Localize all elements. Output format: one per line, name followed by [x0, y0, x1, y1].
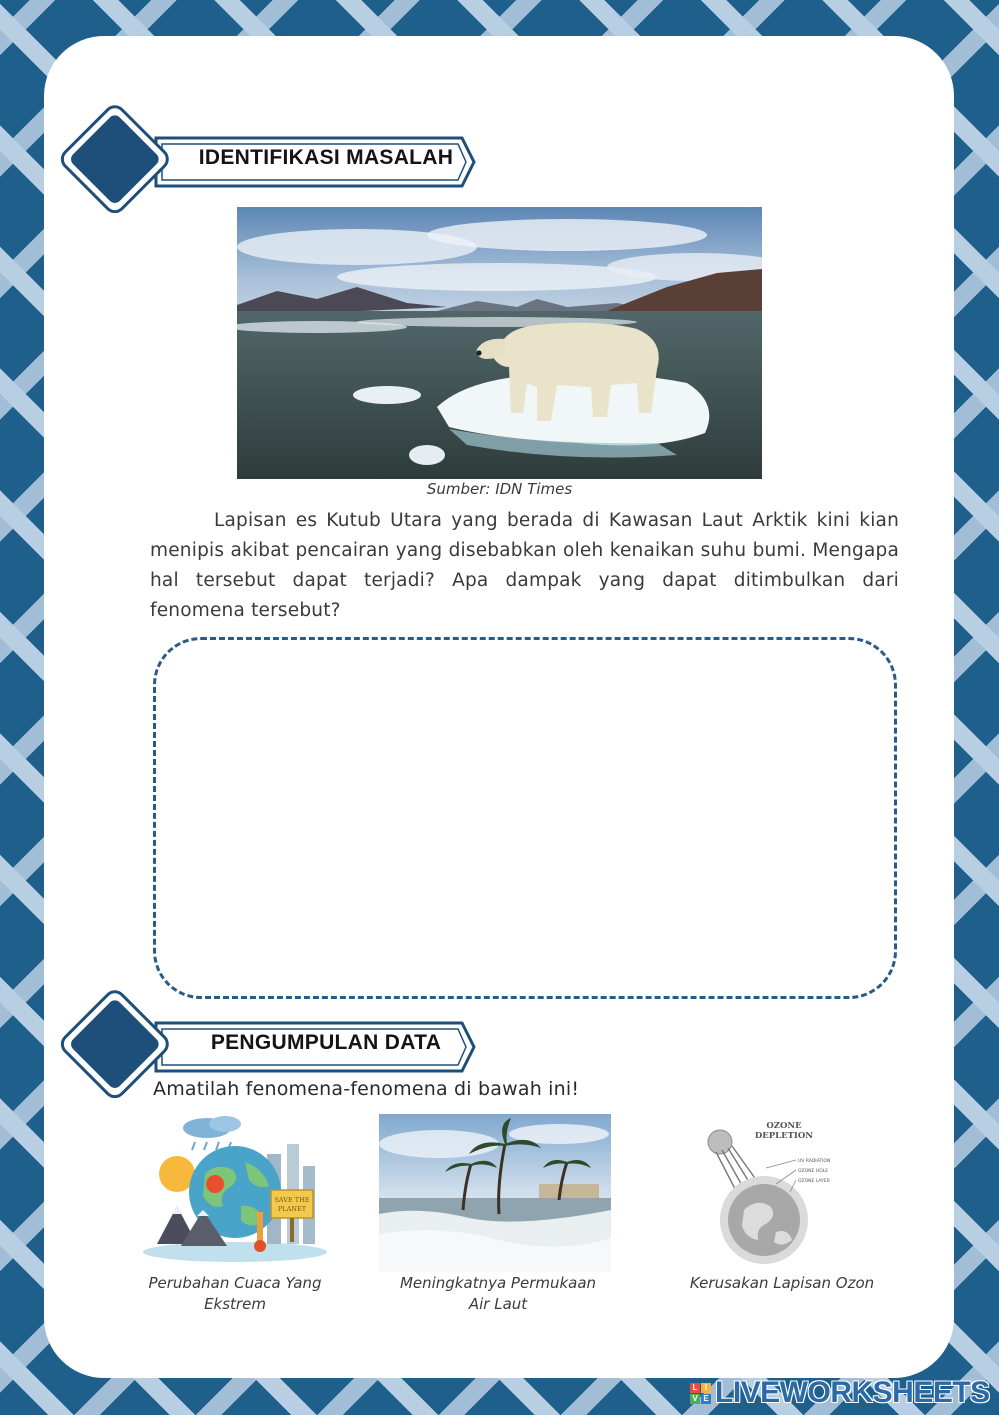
- ozone-label-hole: OZONE HOLE: [798, 1169, 829, 1174]
- ozone-label-layer: OZONE LAYER: [798, 1179, 830, 1184]
- poster-sign-line2: PLANET: [277, 1205, 307, 1213]
- liveworksheets-logo-icon: [690, 1383, 711, 1404]
- problem-paragraph: Lapisan es Kutub Utara yang berada di Kawasan Laut Arktik kini kian menipis akibat pencairan yang disebabkan oleh kenaikan suhu bumi. Mengapa hal tersebut dapat terjadi? Apa dampak yang dapat ditimbulkan dari fenomena tersebut?: [150, 510, 899, 621]
- ozone-title-line1: OZONE: [766, 1121, 802, 1131]
- caption-line: Kerusakan Lapisan Ozon: [689, 1274, 875, 1292]
- caption-line: Ekstrem: [204, 1295, 266, 1313]
- logo-letter: V: [690, 1394, 700, 1404]
- section-header-identifikasi: [58, 104, 478, 220]
- ozone-label-uv: UV RADIATION: [798, 1159, 831, 1164]
- phenomenon-caption: [120, 1273, 350, 1315]
- section-title: IDENTIFIKASI MASALAH: [198, 146, 454, 169]
- phenomenon-caption: [664, 1273, 900, 1294]
- logo-letter: E: [701, 1394, 711, 1404]
- extreme-weather-illustration: [137, 1114, 333, 1264]
- ozone-title-line2: DEPLETION: [754, 1131, 814, 1141]
- caption-line: Meningkatnya Permukaan: [399, 1274, 597, 1292]
- photo-caption: Sumber: IDN Times: [426, 480, 573, 498]
- ozone-depletion-illustration: [700, 1116, 850, 1266]
- answer-textbox[interactable]: [153, 637, 897, 999]
- logo-letter: I: [701, 1383, 711, 1393]
- section-title: PENGUMPULAN DATA: [210, 1031, 442, 1054]
- sea-level-rise-photo: [379, 1114, 611, 1272]
- poster-sign-line1: SAVE THE: [274, 1196, 310, 1204]
- polar-bear-photo: [237, 207, 762, 479]
- logo-letter: L: [690, 1383, 700, 1393]
- watermark-text: LIVEWORKSHEETS: [715, 1376, 990, 1409]
- liveworksheets-watermark: [690, 1378, 990, 1408]
- instruction-text: Amatilah fenomena-fenomena di bawah ini!: [153, 1078, 580, 1100]
- phenomenon-caption: [380, 1273, 616, 1315]
- caption-line: Air Laut: [468, 1295, 528, 1313]
- caption-line: Perubahan Cuaca Yang: [148, 1274, 322, 1292]
